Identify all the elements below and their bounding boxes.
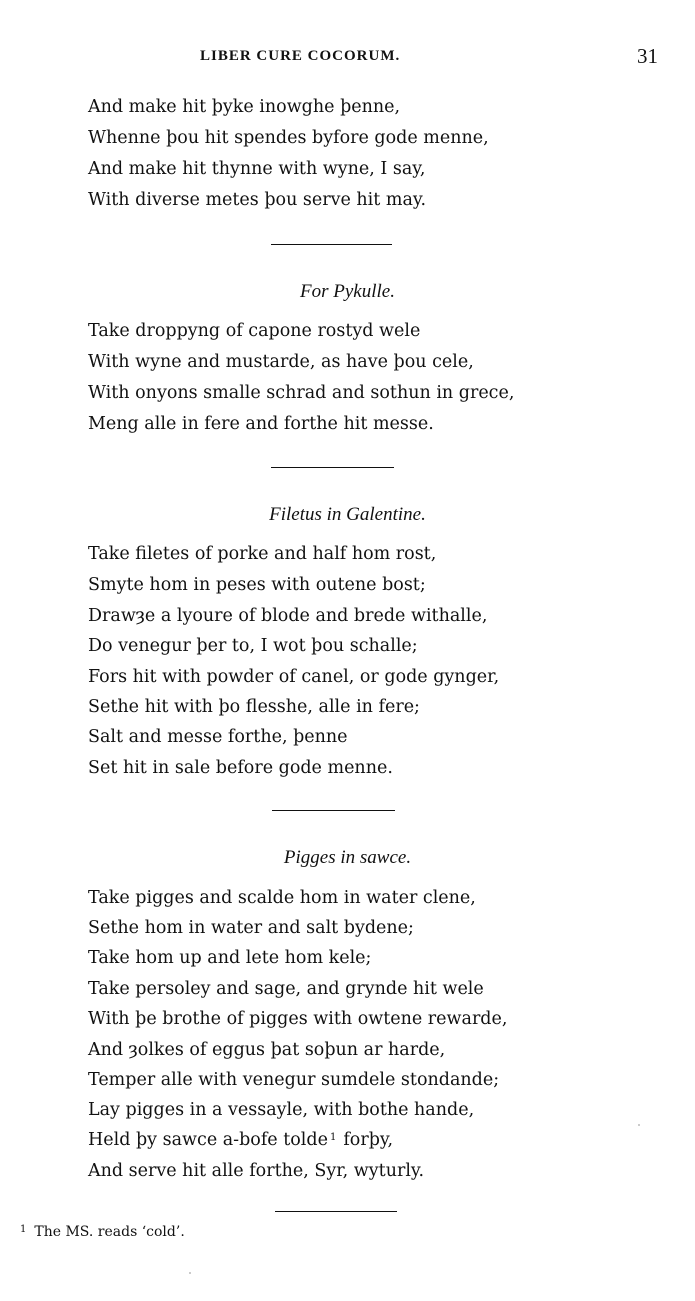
section-divider [271,244,392,245]
verse-line: With diverse metes þou serve hit may. [88,190,427,210]
verse-line: Take droppyng of capone rostyd wele [88,321,421,341]
section-divider [272,810,395,811]
footnote-marker: 1 [20,1224,27,1235]
verse-line: Whenne þou hit spendes byfore gode menne, [88,128,489,148]
verse-line: Fors hit with powder of canel, or gode gynger, [88,667,500,687]
verse-line: With wyne and mustarde, as have þou cele, [88,352,474,372]
recipe-title: For Pykulle. [300,281,395,302]
verse-line: Smyte hom in peses with outene bost; [88,575,426,595]
verse-line: With þe brothe of pigges with owtene rewarde, [88,1009,508,1029]
verse-line: With onyons smalle schrad and sothun in grece, [88,383,515,403]
scan-speck [189,1272,191,1274]
verse-line: Salt and messe forthe, þenne [88,727,348,747]
verse-line: Do venegur þer to, I wot þou schalle; [88,636,418,656]
footnote-text: The MS. reads ‘cold’. [34,1224,185,1240]
recipe-title: Pigges in sawce. [283,847,412,868]
page-number: 31 [637,44,658,68]
verse-line: Set hit in sale before gode menne. [88,758,393,778]
running-head [0,44,695,70]
verse-line: Lay pigges in a vessayle, with bothe hande, [88,1100,475,1120]
verse-line: Take filetes of porke and half hom rost, [88,544,437,564]
verse-line: Sethe hit with þo flesshe, alle in fere; [88,697,420,717]
verse-line: Temper alle with venegur sumdele stondande; [88,1070,500,1090]
verse-line: Drawȝe a lyoure of blode and brede withalle, [88,606,488,626]
scan-speck [638,1124,640,1126]
verse-line: And ȝolkes of eggus þat soþun ar harde, [88,1040,446,1060]
verse-line [88,1129,393,1151]
footnote-reference: 1 [329,1132,337,1143]
verse-line: Sethe hom in water and salt bydene; [88,918,414,938]
verse-line: Meng alle in fere and forthe hit messe. [88,414,434,434]
section-divider [271,467,394,468]
recipe-title: Filetus in Galentine. [269,504,426,525]
running-title: LIBER CURE COCORUM. [200,48,401,64]
verse-line: And make hit thynne with wyne, I say, [88,159,426,179]
verse-line: And make hit þyke inowghe þenne, [88,97,401,117]
verse-line: Take pigges and scalde hom in water clene, [88,888,476,908]
verse-line: Take persoley and sage, and grynde hit wele [88,979,484,999]
verse-text: Held þy sawce a-bofe tolde [88,1130,328,1150]
verse-text: forþy, [343,1130,394,1150]
footnote-divider [275,1211,397,1212]
verse-line: Take hom up and lete hom kele; [88,948,372,968]
verse-line: And serve hit alle forthe, Syr, wyturly. [88,1161,425,1181]
footnote [20,1224,185,1240]
